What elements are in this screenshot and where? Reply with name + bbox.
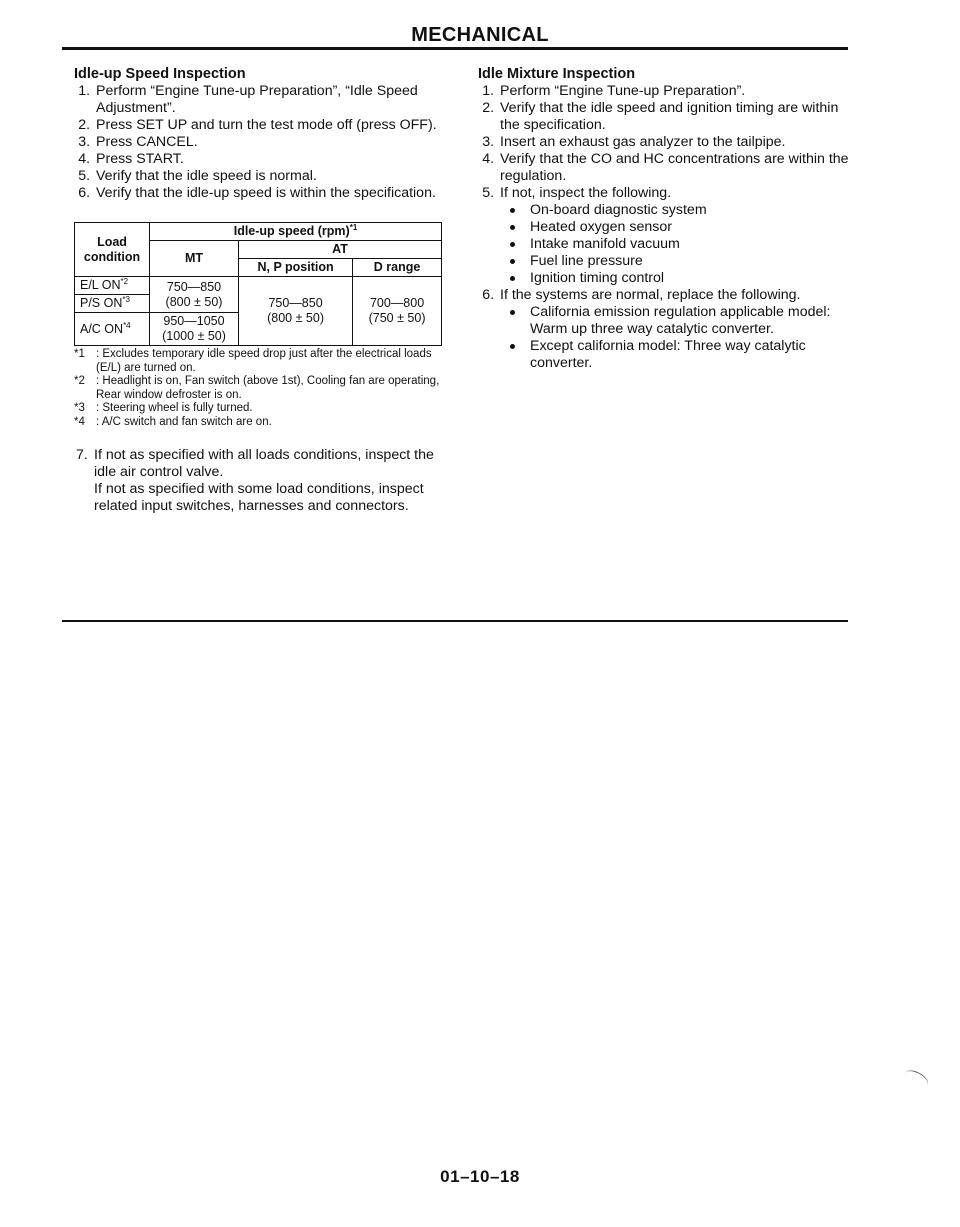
list-item: 5. If not, inspect the following. On-board diagnostic system Heated oxygen sensor Intake manifold vacuum Fuel line pressure Ignition timing control xyxy=(498,185,853,287)
table-cell-load: P/S ON$^{*3}$ xyxy=(75,295,150,313)
list-item: On-board diagnostic system xyxy=(510,202,853,219)
replace-list xyxy=(500,304,853,372)
content-bottom-rule xyxy=(62,620,848,622)
right-column xyxy=(478,66,853,372)
header-rule xyxy=(62,47,848,50)
idle-mixture-section-title: Idle Mixture Inspection xyxy=(478,66,636,82)
table-cell-mt: 750—850 (800 ± 50) xyxy=(150,277,239,313)
footnote: *2 : Headlight is on, Fan switch (above 1st), Cooling fan are operating, Rear window defroster is on. xyxy=(74,375,440,401)
table-header-at: AT xyxy=(239,241,442,259)
table-row xyxy=(75,277,442,295)
footnote: *3 : Steering wheel is fully turned. xyxy=(74,402,253,414)
page-header-title: MECHANICAL xyxy=(411,24,549,46)
idle-mixture-steps xyxy=(478,83,853,372)
list-item: 3. Press CANCEL. xyxy=(94,134,454,151)
page-number: 01–10–18 xyxy=(440,1167,520,1186)
list-item: Except california model: Three way catalytic converter. xyxy=(510,338,853,372)
idle-up-steps xyxy=(74,83,454,202)
step-7: 7. If not as specified with all loads conditions, inspect the idle air control valve. If not as specified with some load conditions, inspect related input switches, harnesses and connectors. xyxy=(74,447,454,515)
list-item: California emission regulation applicable model: Warm up three way catalytic converter. xyxy=(510,304,853,338)
idle-up-section-title: Idle-up Speed Inspection xyxy=(74,66,246,82)
step-7-text-b: If not as specified with some load conditions, inspect related input switches, harnesses and connectors. xyxy=(94,481,424,514)
list-item: 1. Perform “Engine Tune-up Preparation”. xyxy=(498,83,853,100)
table-cell-load: E/L ON$^{*2}$ xyxy=(75,277,150,295)
table-header-idle-up: Idle-up speed (rpm)$^{*1}$ xyxy=(150,223,442,241)
table-header-mt: MT xyxy=(150,241,239,277)
list-item: 3. Insert an exhaust gas analyzer to the tailpipe. xyxy=(498,134,853,151)
footnote: *4 : A/C switch and fan switch are on. xyxy=(74,415,272,428)
table-header-np-position: N, P position xyxy=(239,259,353,277)
list-item: Ignition timing control xyxy=(510,270,853,287)
table-footnotes xyxy=(74,348,454,429)
idle-up-speed-table xyxy=(74,222,442,346)
list-item: 5. Verify that the idle speed is normal. xyxy=(94,168,454,185)
left-column xyxy=(74,66,454,515)
inspect-list xyxy=(500,202,853,287)
list-item: 4. Verify that the CO and HC concentrations are within the regulation. xyxy=(498,151,853,185)
margin-mark xyxy=(901,1067,931,1092)
table-header-d-range: D range xyxy=(353,259,442,277)
table-cell-mt: 950—1050 (1000 ± 50) xyxy=(150,313,239,346)
footnote: *1 : Excludes temporary idle speed drop just after the electrical loads (E/L) are turned on. xyxy=(74,348,432,374)
table-cell-np: 750—850 (800 ± 50) xyxy=(239,277,353,346)
list-item: Intake manifold vacuum xyxy=(510,236,853,253)
list-item: Heated oxygen sensor xyxy=(510,219,853,236)
list-item: 6. If the systems are normal, replace the following. California emission regulation applicable model: Warm up three way catalytic converter. Except california model: Three way catalytic converter. xyxy=(498,287,853,372)
table-cell-load: A/C ON$^{*4}$ xyxy=(75,313,150,346)
list-item: 1. Perform “Engine Tune-up Preparation”, “Idle Speed Adjustment”. xyxy=(94,83,454,117)
list-item: 6. Verify that the idle-up speed is within the specification. xyxy=(94,185,454,202)
list-item: 2. Press SET UP and turn the test mode off (press OFF). xyxy=(94,117,454,134)
list-item: Fuel line pressure xyxy=(510,253,853,270)
step-7-text-a: If not as specified with all loads conditions, inspect the idle air control valve. xyxy=(94,447,434,480)
table-cell-d: 700—800 (750 ± 50) xyxy=(353,277,442,346)
table-header-load: Load condition xyxy=(75,223,150,277)
list-item: 2. Verify that the idle speed and ignition timing are within the specification. xyxy=(498,100,853,134)
list-item: 4. Press START. xyxy=(94,151,454,168)
